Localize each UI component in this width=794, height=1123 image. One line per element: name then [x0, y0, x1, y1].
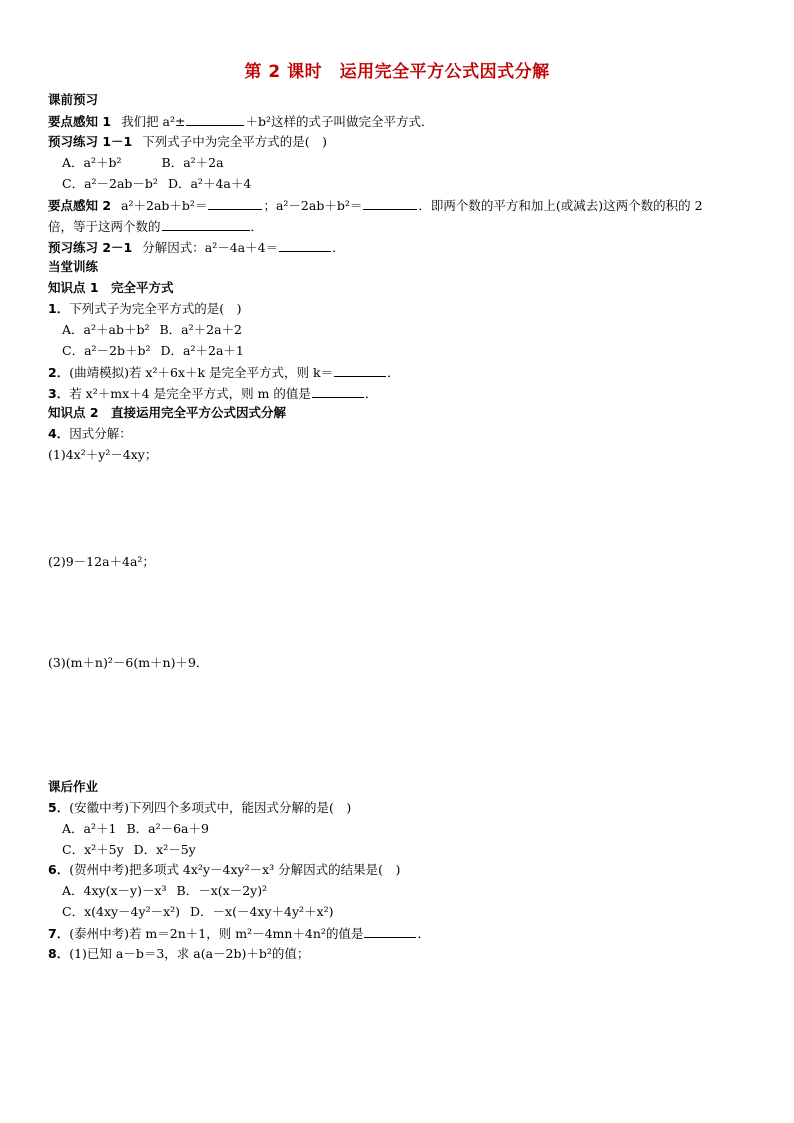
option-a: A．a²＋ab＋b²: [62, 322, 150, 337]
key-point-2-part1: a²＋2ab＋b²＝: [121, 198, 208, 213]
option-c: C．x(4xy－4y²－x²): [62, 904, 181, 919]
key-point-2-part2: ；a²－2ab＋b²＝: [263, 198, 363, 213]
question-5-text: (安徽中考)下列四个多项式中，能因式分解的是( ): [69, 800, 352, 815]
option-c: C．a²－2b＋b²: [62, 343, 151, 358]
question-4-part-3: (3)(m＋n)²－6(m＋n)＋9．: [48, 655, 209, 670]
knowledge-point-1: 知识点 1 完全平方式: [48, 280, 174, 295]
question-4-part-2: (2)9－12a＋4a²；: [48, 554, 155, 569]
answer-blank[interactable]: [162, 218, 250, 231]
answer-blank[interactable]: [312, 385, 364, 398]
question-number: 1．: [48, 301, 70, 316]
period: ．: [387, 365, 400, 380]
option-a: A．a²＋b²: [62, 155, 122, 170]
question-7: [48, 925, 430, 942]
question-number: 8．: [48, 946, 70, 961]
section-class-training: 当堂训练: [48, 259, 99, 274]
question-2-text: (曲靖模拟)若 x²＋6x＋k 是完全平方式，则 k＝: [69, 365, 334, 380]
exercise-1-1: [48, 134, 327, 150]
question-number: 7．: [48, 926, 70, 941]
question-1-options-cd: [62, 343, 244, 359]
exercise-2-1-label: 预习练习 2－1: [48, 240, 133, 255]
option-b: B．a²－6a＋9: [126, 821, 209, 836]
period: ．: [332, 240, 345, 255]
question-1-text: 下列式子为完全平方式的是( ): [69, 301, 242, 316]
option-a: A．a²＋1: [62, 821, 117, 836]
question-number: 3．: [48, 386, 70, 401]
key-point-2-label: 要点感知 2: [48, 198, 112, 213]
key-point-2-part3: ．即两个数的平方和加上(或减去)这两个数的积的 2: [418, 198, 703, 213]
option-c: C．a²－2ab－b²: [62, 176, 158, 191]
answer-blank[interactable]: [208, 197, 262, 210]
exercise-2-1-text: 分解因式：a²－4a＋4＝: [142, 240, 279, 255]
option-d: D．－x(－4xy＋4y²＋x²): [190, 904, 334, 919]
period: ．: [250, 219, 264, 234]
option-d: D．a²＋4a＋4: [167, 176, 252, 191]
key-point-1-label: 要点感知 1: [48, 114, 112, 129]
question-5-options-ab: [62, 821, 209, 837]
section-homework: 课后作业: [48, 779, 99, 794]
key-point-2-cont-text: 倍，等于这两个数的: [48, 219, 161, 234]
question-4-text: 因式分解：: [69, 426, 132, 441]
key-point-1: [48, 113, 434, 130]
key-point-1-after: ＋b²这样的式子叫做完全平方式．: [245, 114, 434, 129]
key-point-2-cont: [48, 218, 263, 235]
question-2: [48, 364, 400, 381]
question-5-options-cd: [62, 842, 196, 858]
section-preview: 课前预习: [48, 92, 99, 107]
question-7-text: (泰州中考)若 m＝2n＋1，则 m²－4mn＋4n²的值是: [69, 926, 364, 941]
option-b: B．a²＋2a＋2: [159, 322, 242, 337]
question-6-text: (贺州中考)把多项式 4x²y－4xy²－x³ 分解因式的结果是( ): [69, 862, 401, 877]
key-point-1-before: 我们把 a²±: [121, 114, 186, 129]
exercise-1-1-options-ab: [62, 155, 224, 171]
question-3-text: 若 x²＋mx＋4 是完全平方式，则 m 的值是: [69, 386, 311, 401]
exercise-2-1: [48, 239, 345, 256]
question-8: [48, 946, 309, 962]
question-5: [48, 800, 351, 816]
exercise-1-1-label: 预习练习 1－1: [48, 134, 133, 149]
question-6-options-cd: [62, 904, 334, 920]
page-title: 第 2 课时 运用完全平方公式因式分解: [244, 62, 550, 82]
answer-blank[interactable]: [364, 925, 416, 938]
option-b: B．a²＋2a: [161, 155, 224, 170]
question-6: [48, 862, 400, 878]
question-6-options-ab: [62, 883, 267, 899]
exercise-1-1-text: 下列式子中为完全平方式的是( ): [142, 134, 328, 149]
option-c: C．x²＋5y: [62, 842, 124, 857]
question-4: [48, 426, 132, 442]
exercise-1-1-options-cd: [62, 176, 251, 192]
period: ．: [364, 386, 378, 401]
key-point-2: [48, 197, 703, 214]
option-d: D．a²＋2a＋1: [160, 343, 244, 358]
question-number: 2．: [48, 365, 70, 380]
question-3: [48, 385, 377, 402]
question-1: [48, 301, 241, 317]
answer-blank[interactable]: [279, 239, 331, 252]
knowledge-point-2: 知识点 2 直接运用完全平方公式因式分解: [48, 405, 287, 420]
question-number: 6．: [48, 862, 70, 877]
answer-blank[interactable]: [186, 113, 244, 126]
question-1-options-ab: [62, 322, 242, 338]
question-4-part-1: (1)4x²＋y²－4xy；: [48, 447, 158, 462]
option-a: A．4xy(x－y)－x³: [62, 883, 167, 898]
answer-blank[interactable]: [334, 364, 386, 377]
question-8-text: (1)已知 a－b＝3，求 a(a－2b)＋b²的值；: [69, 946, 310, 961]
option-b: B．－x(x－2y)²: [176, 883, 268, 898]
question-number: 5．: [48, 800, 70, 815]
period: ．: [417, 926, 430, 941]
answer-blank[interactable]: [363, 197, 417, 210]
question-number: 4．: [48, 426, 70, 441]
option-d: D．x²－5y: [133, 842, 196, 857]
